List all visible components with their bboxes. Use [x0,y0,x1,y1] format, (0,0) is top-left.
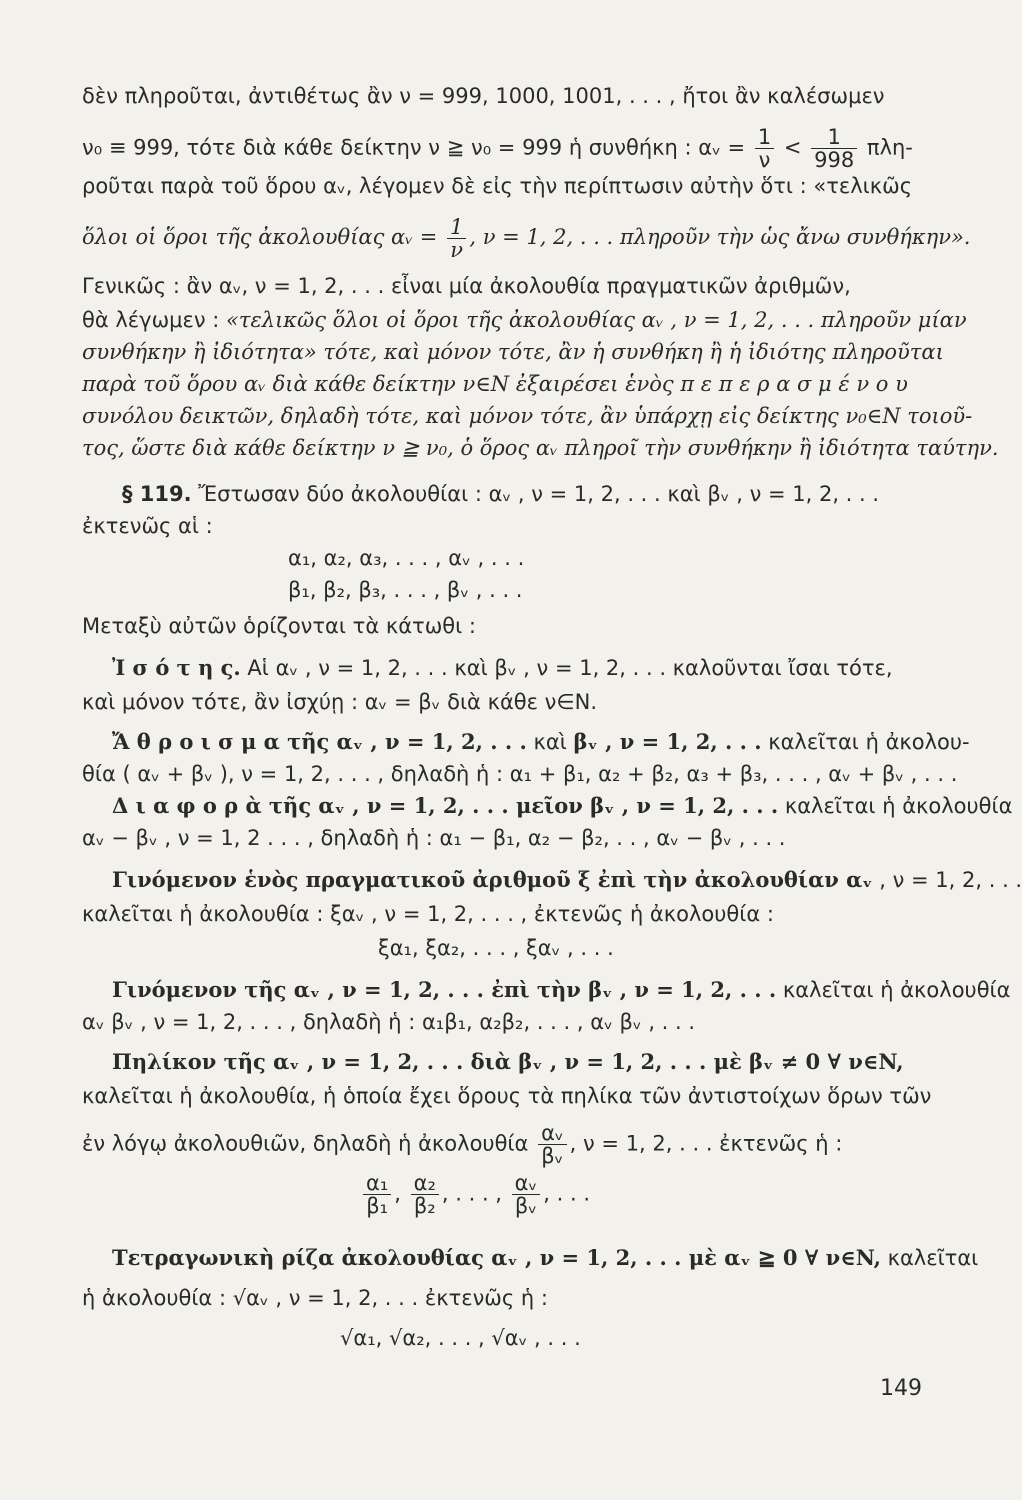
text-line: ροῦται παρὰ τοῦ ὅρου αᵥ, λέγομεν δὲ εἰς τὴν περίπτωσιν αὐτὴν ὅτι : «τελικῶς [82,174,913,198]
text-line: αᵥ − βᵥ , ν = 1, 2 . . . , δηλαδὴ ἡ : α₁ − β₁, α₂ − β₂, . . , αᵥ − βᵥ , . . . [82,826,786,850]
text-line: τος, ὥστε διὰ κάθε δείκτην ν ≧ ν₀, ὁ ὅρος αᵥ πληροῖ τὴν συνθήκην ἢ ἰδιότητα ταύτην. [82,436,999,460]
sequence-quotient: $\frac{\text{α₁}}{\text{β₁}}$ , $\frac{\text{α₂}}{\text{β₂}}$ , . . . , $\frac{\text{αᵥ}}{\text{βᵥ}}$ , . . . [360,1172,590,1217]
sequence-beta: β₁, β₂, β₃, . . . , βᵥ , . . . [288,578,523,602]
definition-quotient: Πηλίκον τῆς αᵥ , ν = 1, 2, . . . διὰ βᵥ , ν = 1, 2, . . . μὲ βᵥ ≠ 0 ∀ ν∈N, [112,1049,904,1074]
text-line: θὰ λέγωμεν : «τελικῶς ὅλοι οἱ ὅροι τῆς ἀκολουθίας αᵥ , ν = 1, 2, . . . πληροῦν μίαν [82,308,967,332]
text-line: Γενικῶς : ἂν αᵥ, ν = 1, 2, . . . εἶναι μία ἀκολουθία πραγματικῶν ἀριθμῶν, [82,274,851,298]
fraction: $\frac{1}{\nu}$ [447,216,466,261]
text-line: αᵥ βᵥ , ν = 1, 2, . . . , δηλαδὴ ἡ : α₁β₁, α₂β₂, . . . , αᵥ βᵥ , . . . [82,1010,696,1034]
text-line: παρὰ τοῦ ὅρου αᵥ διὰ κάθε δείκτην ν∈N ἐξαιρέσει ἑνὸς π ε π ε ρ α σ μ έ ν ο υ [82,372,908,396]
fraction: $\frac{\text{αᵥ}}{\text{βᵥ}}$ [512,1172,541,1217]
text-line: ἡ ἀκολουθία : √αᵥ , ν = 1, 2, . . . ἐκτενῶς ἡ : [82,1286,548,1310]
definition-product: Γινόμενον τῆς αᵥ , ν = 1, 2, . . . ἐπὶ τὴν βᵥ , ν = 1, 2, . . . καλεῖται ἡ ἀκολουθία [112,977,1011,1002]
text-line: δὲν πληροῦται, ἀντιθέτως ἂν ν = 999, 1000, 1001, . . . , ἤτοι ἂν καλέσωμεν [82,84,885,108]
text-line: συνόλου δεικτῶν, δηλαδὴ τότε, καὶ μόνον τότε, ἂν ὑπάρχῃ εἰς δείκτης ν₀∈N τοιοῦ- [82,404,973,428]
fraction: $\frac{1}{\nu}$ [755,126,774,171]
definition-scalar-product: Γινόμενον ἑνὸς πραγματικοῦ ἀριθμοῦ ξ ἐπὶ τὴν ἀκολουθίαν αᵥ , ν = 1, 2, . . . [112,867,1022,892]
fraction: $\frac{\text{α₁}}{\text{β₁}}$ [363,1172,391,1217]
section-number: § 119. [122,482,192,506]
text-line: καλεῖται ἡ ἀκολουθία : ξαᵥ , ν = 1, 2, . . . , ἐκτενῶς ἡ ἀκολουθία : [82,902,774,926]
text-line: καλεῖται ἡ ἀκολουθία, ἡ ὁποία ἔχει ὅρους τὰ πηλίκα τῶν ἀντιστοίχων ὅρων τῶν [82,1084,932,1108]
text-line: θία ( αᵥ + βᵥ ), ν = 1, 2, . . . , δηλαδὴ ἡ : α₁ + β₁, α₂ + β₂, α₃ + β₃, . . . , αᵥ + βᵥ , . . . [82,762,958,786]
definition-difference: Δ ι α φ ο ρ ὰ τῆς αᵥ , ν = 1, 2, . . . μεῖον βᵥ , ν = 1, 2, . . . καλεῖται ἡ ἀκολουθία [112,793,1013,818]
text-line: ἐκτενῶς αἱ : [82,514,213,538]
fraction: $\frac{\text{αᵥ}}{\text{βᵥ}}$ [538,1122,567,1167]
page-number: 149 [880,1376,922,1401]
text-line: ν₀ ≡ 999, τότε διὰ κάθε δείκτην ν ≧ ν₀ = 999 ἡ συνθήκη : αᵥ = $\frac{1}{\nu}$ < $\frac{1}{998}$ πλη- [82,125,913,172]
text-line: συνθήκην ἢ ἰδιότητα» τότε, καὶ μόνον τότε, ἂν ἡ συνθήκη ἢ ἡ ἰδιότης πληροῦται [82,340,944,364]
definition-equality: Ἰ σ ό τ η ς. Αἱ αᵥ , ν = 1, 2, . . . καὶ βᵥ , ν = 1, 2, . . . καλοῦνται ἴσαι τότε, [112,655,893,680]
text-line: καὶ μόνον τότε, ἂν ἰσχύῃ : αᵥ = βᵥ διὰ κάθε ν∈N. [82,690,598,714]
fraction: $\frac{1}{998}$ [811,126,857,171]
sequence-scalar: ξα₁, ξα₂, . . . , ξαᵥ , . . . [378,936,614,960]
definition-sum: Ἄ θ ρ ο ι σ μ α τῆς αᵥ , ν = 1, 2, . . . καὶ βᵥ , ν = 1, 2, . . . καλεῖται ἡ ἀκολου- [112,729,970,754]
sequence-alpha: α₁, α₂, α₃, . . . , αᵥ , . . . [288,546,525,570]
section-heading: § 119. Ἔστωσαν δύο ἀκολουθίαι : αᵥ , ν = 1, 2, . . . καὶ βᵥ , ν = 1, 2, . . . [122,482,880,506]
definition-square-root: Τετραγωνικὴ ρίζα ἀκολουθίας αᵥ , ν = 1, 2, . . . μὲ αᵥ ≧ 0 ∀ ν∈N, καλεῖται [112,1245,979,1270]
text-line: ὅλοι οἱ ὅροι τῆς ἀκολουθίας αᵥ = $\frac{1}{\nu}$ , ν = 1, 2, . . . πληροῦν τὴν ὡς ἄνω συνθήκην». [82,215,971,262]
text-line: ἐν λόγῳ ἀκολουθιῶν, δηλαδὴ ἡ ἀκολουθία $\frac{\text{αᵥ}}{\text{βᵥ}}$ , ν = 1, 2, . . . ἐκτενῶς ἡ : [82,1121,843,1168]
sequence-square-roots: √α₁, √α₂, . . . , √αᵥ , . . . [340,1326,581,1350]
fraction: $\frac{\text{α₂}}{\text{β₂}}$ [411,1172,439,1217]
text-line: Μεταξὺ αὐτῶν ὁρίζονται τὰ κάτωθι : [82,614,476,638]
